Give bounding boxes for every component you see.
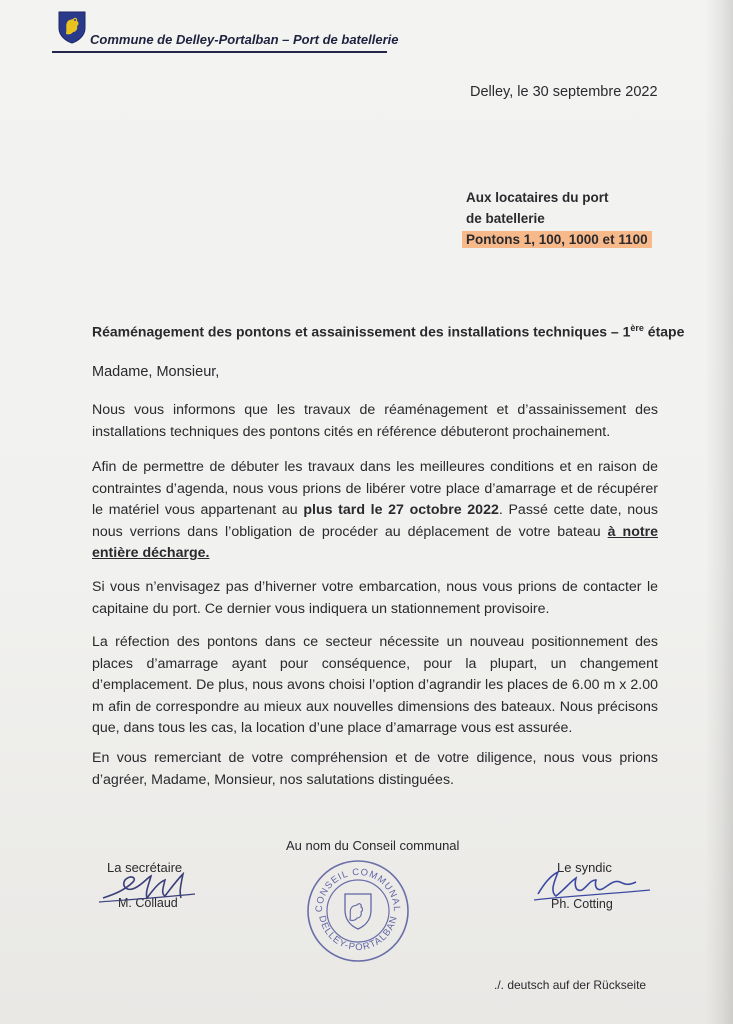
mayor-name: Ph. Cotting	[551, 897, 613, 911]
subject-tail: étape	[643, 323, 685, 340]
letterhead-title: Commune de Delley-Portalban – Port de batellerie	[90, 32, 399, 47]
secretary-signature	[95, 868, 205, 908]
secretary-name: M. Collaud	[118, 896, 178, 910]
deadline-date: plus tard le 27 octobre 2022	[303, 502, 499, 518]
council-stamp	[305, 858, 411, 964]
subject-text: Réaménagement des pontons et assainissement des installations techniques – 1	[92, 323, 631, 340]
salutation: Madame, Monsieur,	[92, 364, 220, 380]
letterhead-rule	[52, 51, 387, 53]
paragraph-2-part-a: Afin de permettre de débuter les travaux dans les meilleures conditions et en raison de contraintes d’agenda, nous vous prions de libérer votre place d’amarrage et de récupérer le matériel vous appartenant au	[92, 459, 658, 518]
paragraph-2-part-b: . Passé cette date, nous nous verrions dans l’obligation de procéder au déplacement de votre bateau	[92, 502, 658, 540]
recipient-line-2: de batellerie	[466, 211, 545, 226]
mayor-signature	[528, 866, 658, 906]
paragraph-1: Nous vous informons que les travaux de réaménagement et d’assainissement des installations techniques des pontons cités en référence débuteront prochainement.	[92, 402, 658, 440]
paragraph-3: Si vous n’envisagez pas d’hiverner votre embarcation, nous vous prions de contacter le capitaine du port. Ce dernier vous indiquera un stationnement provisoire.	[92, 579, 658, 617]
recipient-block	[466, 187, 652, 250]
letterhead	[52, 10, 399, 54]
paper-edge-shadow	[705, 0, 733, 1024]
paragraph-2	[92, 457, 658, 565]
letter-subject	[92, 323, 684, 340]
stamp-top-text: CONSEIL COMMUNAL	[313, 866, 403, 913]
footer-note: ./. deutsch auf der Rückseite	[494, 978, 647, 992]
council-caption: Au nom du Conseil communal	[286, 838, 460, 853]
secretary-title: La secrétaire	[107, 860, 183, 875]
stamp-bottom-text: DELLEY-PORTALBAN	[316, 914, 400, 954]
recipient-line-1: Aux locataires du port	[466, 190, 609, 205]
letter-date: Delley, le 30 septembre 2022	[470, 84, 658, 100]
paragraph-5: En vous remerciant de votre compréhension et de votre diligence, nous vous prions d’agréer, Madame, Monsieur, nos salutations distinguées.	[92, 750, 658, 788]
subject-superscript: ère	[630, 323, 644, 333]
recipient-line-3-highlight: Pontons 1, 100, 1000 et 1100	[462, 231, 652, 248]
paragraph-4: La réfection des pontons dans ce secteur nécessite un nouveau positionnement des places d’amarrage ayant pour conséquence, pour la plupart, un changement d’emplacement. De plus, nous avons choisi l’option d’agrandir les places de 6.00 m x 2.00 m afin de correspondre au mieux aux nouvelles dimensions des bateaux. Nous précisons que, dans tous les cas, la location d’une place d’amarrage vous est assurée.	[92, 634, 658, 736]
discharge-notice: à notre entière décharge.	[92, 523, 658, 561]
mayor-title: Le syndic	[557, 860, 612, 875]
coat-of-arms-icon	[57, 10, 87, 44]
